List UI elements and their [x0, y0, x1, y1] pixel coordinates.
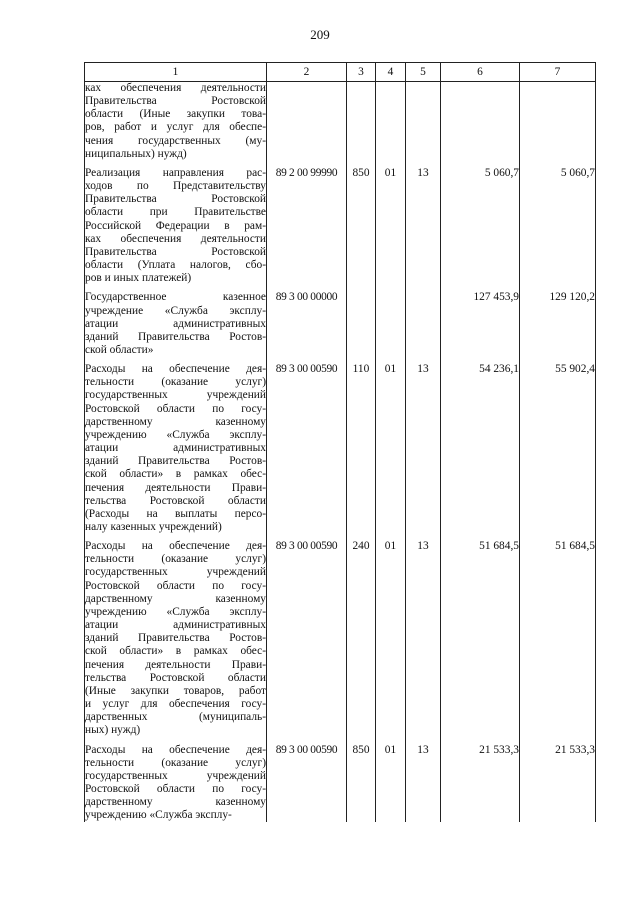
section-cell	[376, 82, 406, 161]
description-line: области (Уплата налогов, сбо-	[85, 259, 266, 272]
description-line: печения деятельности Прави-	[85, 481, 266, 494]
description-line: Расходы на обеспечение дея-	[85, 540, 266, 553]
expense-type-cell	[347, 291, 376, 357]
section-cell: 01	[376, 540, 406, 737]
budget-table	[84, 62, 596, 822]
description-line: тельности (оказание услуг)	[85, 756, 266, 769]
table-body	[85, 82, 596, 823]
description-line: атации административных	[85, 619, 266, 632]
amount-col6-cell: 127 453,9	[441, 291, 520, 357]
description-line: атации административных	[85, 442, 266, 455]
description-line: Государственное казенное	[85, 291, 266, 304]
amount-col7-cell: 129 120,2	[520, 291, 596, 357]
amount-col7-cell	[520, 82, 596, 161]
amount-col6-cell: 51 684,5	[441, 540, 520, 737]
description-cell	[85, 540, 267, 737]
expense-type-cell: 110	[347, 363, 376, 534]
description-line: Российской Федерации в рам-	[85, 219, 266, 232]
budget-code-cell	[267, 82, 347, 161]
description-line: Расходы на обеспечение дея-	[85, 743, 266, 756]
description-cell	[85, 291, 267, 357]
subsection-cell: 13	[406, 540, 441, 737]
description-line: ров и иных платежей)	[85, 272, 192, 285]
column-header-2: 2	[267, 63, 347, 82]
description-line: государственных учреждений	[85, 769, 266, 782]
subsection-cell	[406, 82, 441, 161]
column-header-7: 7	[520, 63, 596, 82]
section-cell: 01	[376, 363, 406, 534]
description-cell	[85, 82, 267, 161]
table-row	[85, 291, 596, 357]
table-row	[85, 744, 596, 823]
description-line: тельности (оказание услуг)	[85, 553, 266, 566]
description-line: Правительства Ростовской	[85, 193, 266, 206]
amount-col7-cell: 21 533,3	[520, 744, 596, 823]
table-row	[85, 363, 596, 534]
description-line: зданий Правительства Ростов-	[85, 455, 266, 468]
table-row	[85, 167, 596, 285]
description-line: учреждению «Служба эксплу-	[85, 809, 232, 822]
description-line: ской области» в рамках обес-	[85, 468, 266, 481]
description-line: учреждение «Служба эксплу-	[85, 304, 266, 317]
description-cell	[85, 363, 267, 534]
description-line: ской области» в рамках обес-	[85, 645, 266, 658]
description-line: государственных учреждений	[85, 566, 266, 579]
description-line: ках обеспечения деятельности	[85, 232, 266, 245]
amount-col6-cell	[441, 82, 520, 161]
description-line: области (Иные закупки това-	[85, 108, 266, 121]
description-line: дарственному казенному	[85, 415, 266, 428]
description-line: налу казенных учреждений)	[85, 521, 222, 533]
amount-col6-cell: 54 236,1	[441, 363, 520, 534]
description-line: государственных учреждений	[85, 389, 266, 402]
description-line: атации административных	[85, 317, 266, 330]
description-line: печения деятельности Прави-	[85, 658, 266, 671]
column-header-4: 4	[376, 63, 406, 82]
description-line: (Иные закупки товаров, работ	[85, 684, 266, 697]
description-line: дарственных (муниципаль-	[85, 711, 266, 724]
column-header-6: 6	[441, 63, 520, 82]
description-line: учреждению «Служба эксплу-	[85, 605, 266, 618]
description-line: чения государственных (му-	[85, 134, 266, 147]
description-line: дарственному казенному	[85, 796, 266, 809]
amount-col7-cell: 55 902,4	[520, 363, 596, 534]
expense-type-cell	[347, 82, 376, 161]
subsection-cell	[406, 291, 441, 357]
budget-code-cell: 89 3 00 00590	[267, 744, 347, 823]
description-line: области при Правительстве	[85, 206, 266, 219]
subsection-cell: 13	[406, 363, 441, 534]
description-line: тельства Ростовской области	[85, 494, 266, 507]
description-line: Ростовской области по госу-	[85, 402, 266, 415]
description-line: зданий Правительства Ростов-	[85, 330, 266, 343]
description-line: Ростовской области по госу-	[85, 579, 266, 592]
column-header-3: 3	[347, 63, 376, 82]
description-line: Правительства Ростовской	[85, 245, 266, 258]
page-number: 209	[310, 27, 330, 42]
budget-code-cell: 89 3 00 00590	[267, 363, 347, 534]
subsection-cell: 13	[406, 167, 441, 285]
description-line: (Расходы на выплаты персо-	[85, 507, 266, 520]
expense-type-cell: 850	[347, 744, 376, 823]
description-line: ской области»	[85, 343, 154, 356]
expense-type-cell: 240	[347, 540, 376, 737]
description-cell	[85, 167, 267, 285]
table-row	[85, 82, 596, 161]
budget-code-cell: 89 2 00 99990	[267, 167, 347, 285]
description-line: Ростовской области по госу-	[85, 782, 266, 795]
description-line: и услуг для обеспечения госу-	[85, 698, 266, 711]
description-line: ках обеспечения деятельности	[85, 82, 266, 94]
description-line: Правительства Ростовской	[85, 95, 266, 108]
description-line: ных) нужд)	[85, 724, 141, 737]
section-cell	[376, 291, 406, 357]
description-line: тельности (оказание услуг)	[85, 376, 266, 389]
description-line: дарственному казенному	[85, 592, 266, 605]
header-row	[85, 63, 596, 82]
description-line: Реализация направления рас-	[85, 166, 266, 179]
description-line: тельства Ростовской области	[85, 671, 266, 684]
column-header-1: 1	[85, 63, 267, 82]
section-cell: 01	[376, 744, 406, 823]
column-header-5: 5	[406, 63, 441, 82]
section-cell: 01	[376, 167, 406, 285]
amount-col6-cell: 5 060,7	[441, 167, 520, 285]
subsection-cell: 13	[406, 744, 441, 823]
budget-code-cell: 89 3 00 00590	[267, 540, 347, 737]
description-line: ниципальных) нужд)	[85, 147, 187, 160]
amount-col6-cell: 21 533,3	[441, 744, 520, 823]
expense-type-cell: 850	[347, 167, 376, 285]
description-cell	[85, 744, 267, 823]
budget-code-cell: 89 3 00 00000	[267, 291, 347, 357]
amount-col7-cell: 5 060,7	[520, 167, 596, 285]
description-line: Расходы на обеспечение дея-	[85, 363, 266, 376]
table-row	[85, 540, 596, 737]
description-line: зданий Правительства Ростов-	[85, 632, 266, 645]
description-line: учреждению «Служба эксплу-	[85, 428, 266, 441]
description-line: ров, работ и услуг для обеспе-	[85, 121, 266, 134]
amount-col7-cell: 51 684,5	[520, 540, 596, 737]
description-line: ходов по Представительству	[85, 180, 266, 193]
